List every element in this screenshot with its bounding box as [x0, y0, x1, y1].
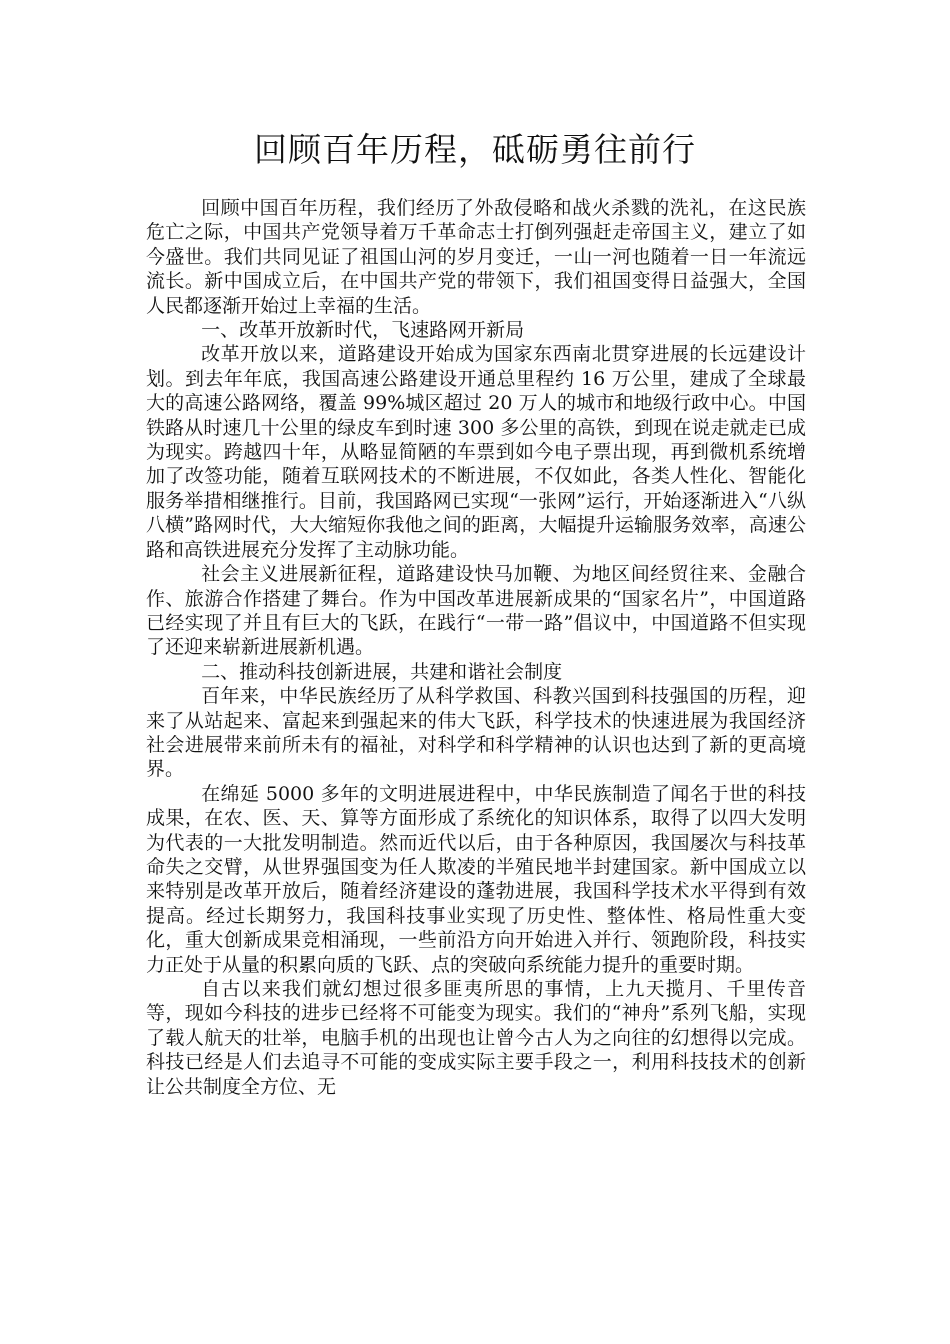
paragraph-roads: 改革开放以来，道路建设开始成为国家东西南北贯穿进展的长远建设计划。到去年年底，我国高速公路建设开通总里程约 16 万公里，建成了全球最大的高速公路网络，覆盖 99%城区超过 20 万人的城市和地级行政中心。中国铁路从时速几十公里的绿皮车到时速 300 多公里的高铁，到现在说走就走已成为现实。跨越四十年，从略显简陋的车票到如今电子票出现，再到微机系统增加了改签功能，随着互联网技术的不断进展，不仅如此，各类人性化、智能化服务举措相继推行。目前，我国路网已实现“一张网”运行，开始逐渐进入“八纵八横”路网时代，大大缩短你我他之间的距离，大幅提升运输服务效率，高速公路和高铁进展充分发挥了主动脉功能。 — [146, 343, 806, 561]
paragraph-intro: 回顾中国百年历程，我们经历了外敌侵略和战火杀戮的洗礼，在这民族危亡之际，中国共产党领导着万千革命志士打倒列强赶走帝国主义，建立了如今盛世。我们共同见证了祖国山河的岁月变迁，一山一河也随着一日一年流远流长。新中国成立后，在中国共产党的带领下，我们祖国变得日益强大，全国人民都逐渐开始过上幸福的生活。 — [146, 197, 806, 317]
document-title: 回顾百年历程，砥砺勇往前行 — [254, 130, 696, 169]
paragraph-new-journey: 社会主义进展新征程，道路建设快马加鞭、为地区间经贸往来、金融合作、旅游合作搭建了舞台。作为中国改革进展新成果的“国家名片”，中国道路已经实现了并且有巨大的飞跃，在践行“一带一路”倡议中，中国道路不但实现了还迎来崭新进展新机遇。 — [146, 563, 806, 659]
document-body — [146, 196, 806, 1099]
section-heading-2: 二、推动科技创新进展，共建和谐社会制度 — [201, 660, 563, 683]
section-heading-1: 一、改革开放新时代，飞速路网开新局 — [201, 319, 525, 342]
paragraph-civilization: 在绵延 5000 多年的文明进展进程中，中华民族制造了闻名于世的科技成果，在农、医、天、算等方面形成了系统化的知识体系，取得了以四大发明为代表的一大批发明制造。然而近代以后，由于各种原因，我国屡次与科技革命失之交臂，从世界强国变为任人欺凌的半殖民地半封建国家。新中国成立以来特别是改革开放后，随着经济建设的蓬勃进展，我国科学技术水平得到有效提高。经过长期努力，我国科技事业实现了历史性、整体性、格局性重大变化，重大创新成果竞相涌现，一些前沿方向开始进入并行、领跑阶段，科技实力正处于从量的积累向质的飞跃、点的突破向系统能力提升的重要时期。 — [146, 782, 806, 976]
paragraph-dreams: 自古以来我们就幻想过很多匪夷所思的事情，上九天揽月、千里传音等，现如今科技的进步已经将不可能变为现实。我们的“神舟”系列飞船，实现了载人航天的壮举，电脑手机的出现也让曾今古人为之向往的幻想得以完成。科技已经是人们去追寻不可能的变成实际主要手段之一，利用科技技术的创新让公共制度全方位、无 — [146, 978, 806, 1098]
paragraph-science-history: 百年来，中华民族经历了从科学救国、科教兴国到科技强国的历程，迎来了从站起来、富起来到强起来的伟大飞跃，科学技术的快速进展为我国经济社会进展带来前所未有的福祉，对科学和科学精神的认识也达到了新的更高境界。 — [146, 685, 806, 781]
